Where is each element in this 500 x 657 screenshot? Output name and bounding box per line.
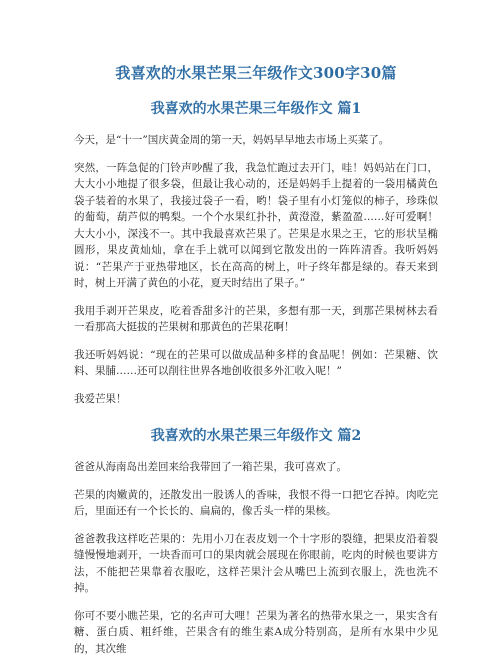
paragraph: 我还听妈妈说：“现在的芒果可以做成品种多样的食品呢！例如：芒果糖、饮料、果脯……还可以削往世界各地创收很多外汇收入呢！” bbox=[74, 347, 438, 380]
paragraph: 我爱芒果！ bbox=[74, 391, 438, 408]
page-title: 我喜欢的水果芒果三年级作文300字30篇 bbox=[74, 0, 438, 83]
section-2 bbox=[74, 425, 438, 657]
section-1 bbox=[74, 98, 438, 407]
paragraph: 爸爸教我这样吃芒果的：先用小刀在表皮划一个十字形的裂缝，把果皮沿着裂缝慢慢地剥开，一块香而可口的果肉就会展现在你眼前，吃肉的时候也要讲方法，不能把芒果靠着衣服吃，这样芒果汁会从嘴巴上流到衣服上，洗也洗不掉。 bbox=[74, 531, 438, 597]
paragraph: 我用手剥开芒果皮，吃着香甜多汁的芒果，多想有那一天，到那芒果树林去看一看那高大挺拔的芒果树和那黄色的芒果花啊！ bbox=[74, 303, 438, 336]
paragraph: 突然，一阵急促的门铃声吵醒了我，我急忙跑过去开门，哇！妈妈站在门口，大大小小地提了很多袋，但最让我心动的，还是妈妈手上提着的一袋用橘黄色袋子装着的水果了，我接过袋子一看，哟！袋子里有小灯笼似的柿子，珍珠似的葡萄，葫芦似的鸭梨。一个个水果红扑扑，黄澄澄，紫盈盈……好可爱啊！大大小小，深浅不一。其中我最喜欢芒果了。芒果是水果之王，它的形状呈椭圆形，果皮黄灿灿，拿在手上就可以闻到它散发出的一阵阵清香。我听妈妈说：“芒果产于亚热带地区，长在高高的树上，叶子终年都是绿的。春天来到时，树上开满了黄色的小花，夏天时结出了果子。” bbox=[74, 160, 438, 292]
paragraph: 爸爸从海南岛出差回来给我带回了一箱芒果，我可喜欢了。 bbox=[74, 459, 438, 476]
paragraph: 你可不要小瞧芒果，它的名声可大哩！芒果为著名的热带水果之一，果实含有糖、蛋白质、粗纤维，芒果含有的维生素A成分特别高，是所有水果中少见的，其次维 bbox=[74, 608, 438, 657]
paragraph: 芒果的肉嫩黄的，还散发出一股诱人的香味，我恨不得一口把它吞掉。肉吃完后，里面还有一个长长的、扁扁的，像舌头一样的果核。 bbox=[74, 487, 438, 520]
paragraph: 今天，是“十一”国庆黄金周的第一天，妈妈早早地去市场上买菜了。 bbox=[74, 132, 438, 149]
section-title: 我喜欢的水果芒果三年级作文 篇2 bbox=[74, 425, 438, 445]
section-title: 我喜欢的水果芒果三年级作文 篇1 bbox=[74, 98, 438, 118]
